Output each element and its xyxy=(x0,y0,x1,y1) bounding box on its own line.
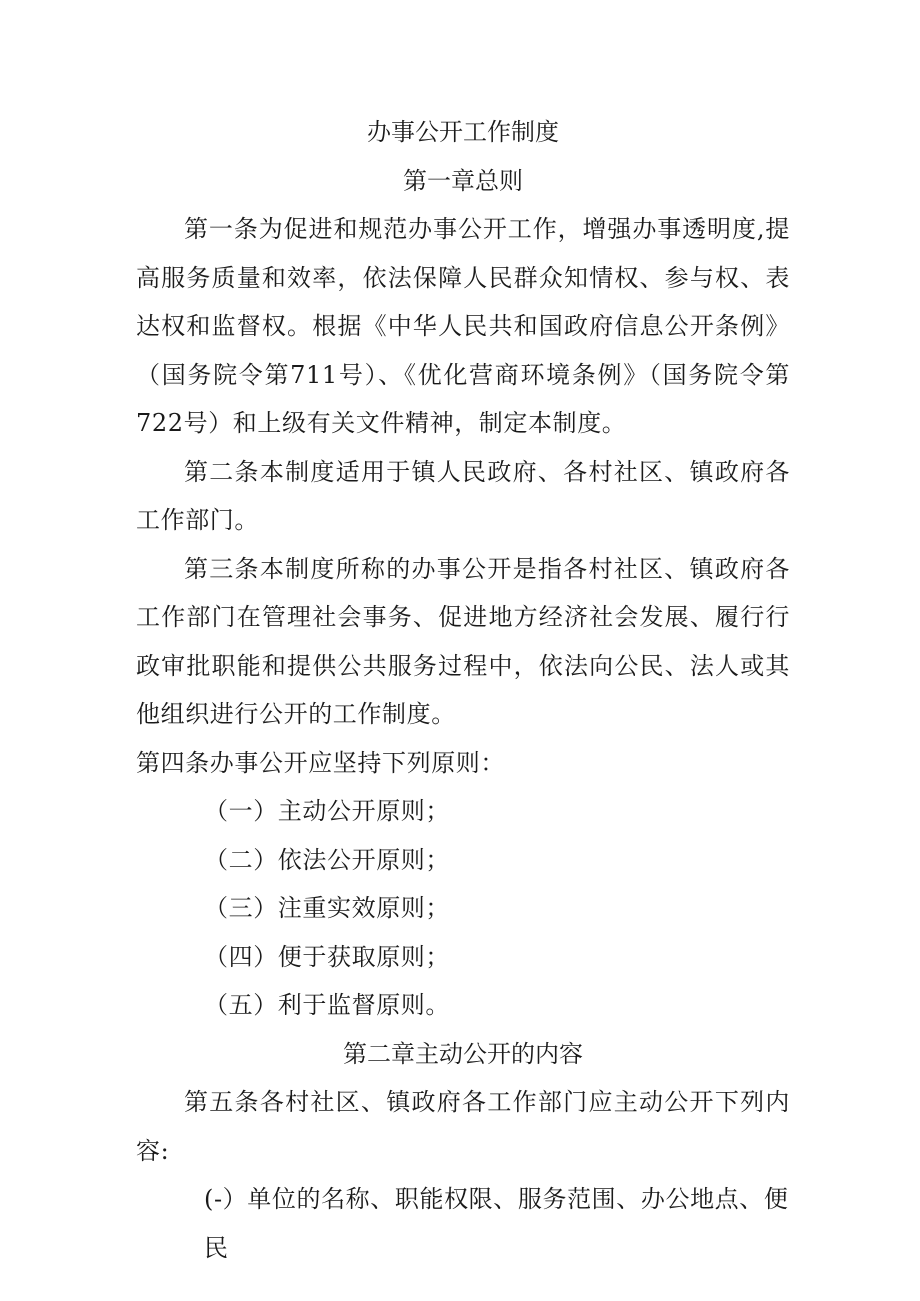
article-3: 第三条本制度所称的办事公开是指各村社区、镇政府各工作部门在管理社会事务、促进地方经济社会发展、履行行政审批职能和提供公共服务过程中，依法向公民、法人或其他组织进行公开的工作制度。 xyxy=(136,554,790,728)
principle-item: （一）主动公开原则； xyxy=(204,797,450,825)
principle-item: （二）依法公开原则； xyxy=(204,845,450,874)
article-1: 第一条为促进和规范办事公开工作，增强办事透明度,提高服务质量和效率，依法保障人民群众知情权、参与权、表达权和监督权。根据《中华人民共和国政府信息公开条例》（国务院令第711号）、《优化营商环境条例》（国务院令第722号）和上级有关文件精神，制定本制度。 xyxy=(136,215,790,437)
principle-item: （四）便于获取原则； xyxy=(204,942,450,971)
principle-item: （三）注重实效原则； xyxy=(204,894,450,922)
article-5: 第五条各村社区、镇政府各工作部门应主动公开下列内容: xyxy=(136,1088,790,1165)
article-4: 第四条办事公开应坚持下列原则： xyxy=(136,748,505,777)
chapter-2-heading: 第二章主动公开的内容 xyxy=(343,1039,583,1068)
document-title: 办事公开工作制度 xyxy=(367,118,559,146)
article-2: 第二条本制度适用于镇人民政府、各村社区、镇政府各工作部门。 xyxy=(136,457,790,534)
principle-item: （五）利于监督原则。 xyxy=(204,991,450,1019)
chapter-1-heading: 第一章总则 xyxy=(403,166,523,195)
content-item-1: (-）单位的名称、职能权限、服务范围、办公地点、便民 xyxy=(204,1185,789,1262)
document-page xyxy=(136,108,790,1272)
